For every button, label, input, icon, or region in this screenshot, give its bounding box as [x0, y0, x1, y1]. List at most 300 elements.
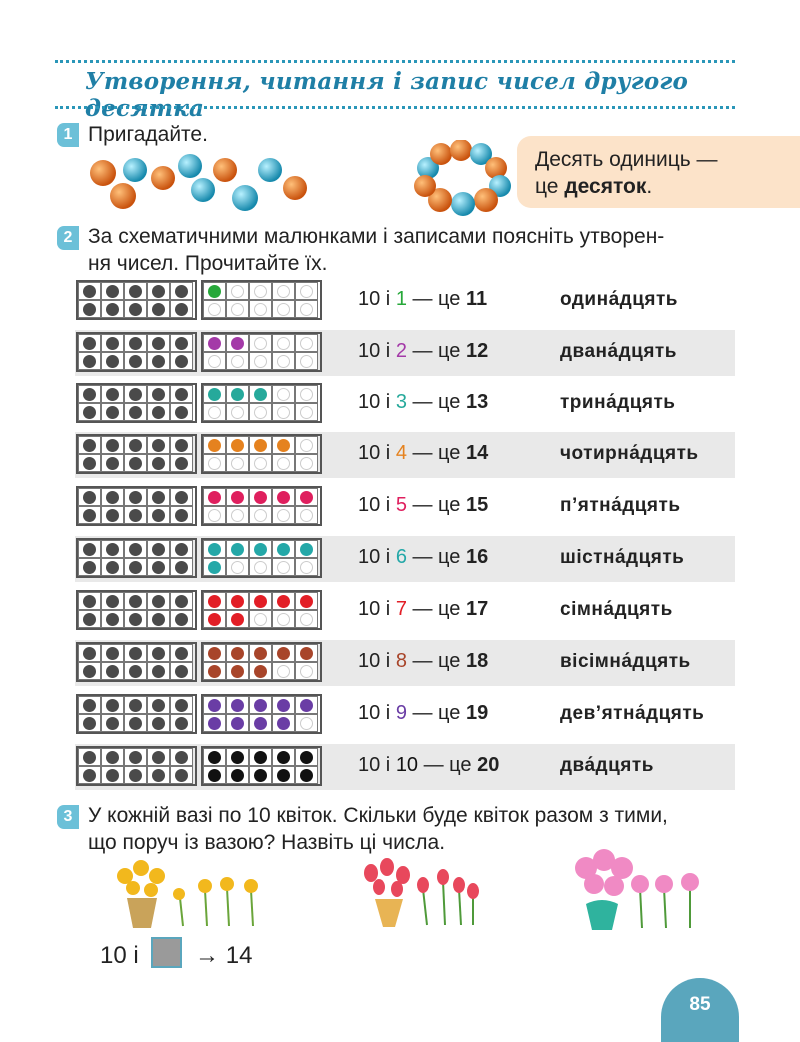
- empty-slot: [231, 285, 244, 298]
- empty-slot: [300, 457, 313, 470]
- counter-dot: [152, 769, 165, 782]
- frame-cell: [101, 403, 124, 421]
- eq-mid: — це: [406, 494, 466, 516]
- counter-dot: [175, 665, 188, 678]
- counter-dot: [208, 285, 221, 298]
- frame-cell: [124, 748, 147, 766]
- frame-cell: [203, 385, 226, 403]
- frame-cell: [272, 610, 295, 628]
- empty-slot: [231, 457, 244, 470]
- frame-cell: [203, 454, 226, 472]
- frame-cell: [272, 403, 295, 421]
- frame-cell: [249, 558, 272, 576]
- counter-dot: [175, 595, 188, 608]
- counter-dot: [208, 717, 221, 730]
- counter-dot: [208, 561, 221, 574]
- frame-cell: [124, 714, 147, 732]
- number-word: чотирна́дцять: [560, 443, 699, 464]
- number-word: шістна́дцять: [560, 547, 685, 568]
- frame-cell: [249, 748, 272, 766]
- frame-cell: [203, 334, 226, 352]
- frame-cell: [147, 592, 170, 610]
- ones-value: 1: [395, 288, 407, 310]
- tens-frame: [76, 590, 197, 630]
- frame-cell: [249, 282, 272, 300]
- ones-frame: [201, 486, 322, 526]
- frame-cell: [295, 696, 318, 714]
- ones-frame: [201, 694, 322, 734]
- eq-mid: — це: [406, 650, 466, 672]
- counter-dot: [208, 543, 221, 556]
- frame-cell: [203, 610, 226, 628]
- frame-cell: [147, 610, 170, 628]
- frame-cell: [203, 748, 226, 766]
- frame-cell: [170, 334, 193, 352]
- frame-cell: [101, 454, 124, 472]
- ones-value: 10: [395, 754, 419, 776]
- frame-cell: [101, 644, 124, 662]
- counter-dot: [129, 457, 142, 470]
- counter-dot: [208, 751, 221, 764]
- counter-dot: [208, 647, 221, 660]
- frame-cell: [249, 334, 272, 352]
- counter-dot: [208, 337, 221, 350]
- note-line-1: Десять одиниць —: [535, 148, 718, 171]
- frame-cell: [124, 300, 147, 318]
- frame-cell: [226, 662, 249, 680]
- eq-mid: — це: [418, 754, 478, 776]
- frame-cell: [226, 436, 249, 454]
- frame-cell: [147, 644, 170, 662]
- frame-cell: [170, 644, 193, 662]
- note-line-2-prefix: це: [535, 175, 565, 198]
- counter-dot: [83, 406, 96, 419]
- ones-value: 4: [395, 442, 407, 464]
- frame-cell: [203, 352, 226, 370]
- row-equation: [358, 546, 488, 569]
- counter-dot: [300, 699, 313, 712]
- frame-cell: [124, 403, 147, 421]
- frame-cell: [101, 488, 124, 506]
- frame-cell: [226, 282, 249, 300]
- frame-cell: [226, 300, 249, 318]
- counter-dot: [83, 561, 96, 574]
- eq-prefix: 10 і: [358, 702, 396, 724]
- counter-dot: [277, 491, 290, 504]
- counter-dot: [231, 388, 244, 401]
- frame-cell: [203, 558, 226, 576]
- counter-dot: [175, 769, 188, 782]
- counter-dot: [106, 595, 119, 608]
- frame-cell: [272, 436, 295, 454]
- frame-cell: [147, 352, 170, 370]
- frame-cell: [203, 403, 226, 421]
- counter-dot: [175, 509, 188, 522]
- task-3-line-1: У кожній вазі по 10 квіток. Скільки буде квіток разом з тими,: [88, 804, 668, 827]
- frame-cell: [203, 436, 226, 454]
- frame-cell: [249, 352, 272, 370]
- counter-dot: [152, 457, 165, 470]
- frame-cell: [170, 714, 193, 732]
- ones-frame: [201, 280, 322, 320]
- frame-cell: [78, 748, 101, 766]
- note-line-2-suffix: .: [646, 175, 653, 198]
- empty-slot: [277, 665, 290, 678]
- frame-cell: [295, 385, 318, 403]
- frame-cell: [124, 385, 147, 403]
- frame-cell: [101, 662, 124, 680]
- total-value: 18: [465, 650, 489, 672]
- frame-cell: [101, 436, 124, 454]
- number-row: [75, 692, 735, 738]
- frame-cell: [124, 436, 147, 454]
- frame-cell: [295, 352, 318, 370]
- frame-cell: [295, 506, 318, 524]
- empty-slot: [231, 303, 244, 316]
- total-value: 17: [465, 598, 489, 620]
- frame-cell: [170, 506, 193, 524]
- frame-cell: [249, 506, 272, 524]
- empty-slot: [208, 457, 221, 470]
- frame-cell: [101, 592, 124, 610]
- frame-cell: [249, 540, 272, 558]
- frame-cell: [203, 714, 226, 732]
- counter-dot: [106, 457, 119, 470]
- eq-mid: — це: [406, 442, 466, 464]
- counter-dot: [83, 303, 96, 316]
- frame-cell: [101, 748, 124, 766]
- answer-box: [151, 937, 182, 968]
- eq-mid: — це: [406, 702, 466, 724]
- eq-prefix: 10 і: [358, 494, 396, 516]
- frame-cell: [295, 610, 318, 628]
- empty-slot: [277, 457, 290, 470]
- frame-cell: [249, 300, 272, 318]
- ones-frame: [201, 383, 322, 423]
- counter-dot: [175, 561, 188, 574]
- counter-dot: [175, 699, 188, 712]
- counter-dot: [231, 647, 244, 660]
- frame-cell: [295, 662, 318, 680]
- counter-dot: [277, 769, 290, 782]
- frame-cell: [272, 766, 295, 784]
- frame-cell: [101, 352, 124, 370]
- counter-dot: [83, 699, 96, 712]
- counter-dot: [175, 751, 188, 764]
- counter-dot: [129, 613, 142, 626]
- empty-slot: [254, 285, 267, 298]
- frame-cell: [249, 436, 272, 454]
- counter-dot: [300, 491, 313, 504]
- row-equation: [358, 702, 488, 725]
- counter-dot: [175, 388, 188, 401]
- number-word: два́дцять: [560, 755, 654, 776]
- counter-dot: [175, 406, 188, 419]
- counter-dot: [152, 388, 165, 401]
- row-equation: [358, 754, 499, 777]
- frame-cell: [78, 385, 101, 403]
- ones-frame: [201, 538, 322, 578]
- empty-slot: [300, 388, 313, 401]
- eq-prefix: 10 і: [358, 391, 396, 413]
- formula-prefix: 10 і: [100, 942, 139, 969]
- tens-frame: [76, 486, 197, 526]
- frame-cell: [124, 540, 147, 558]
- empty-slot: [231, 509, 244, 522]
- ones-value: 8: [395, 650, 407, 672]
- frame-cell: [147, 436, 170, 454]
- counter-dot: [208, 439, 221, 452]
- frame-cell: [147, 334, 170, 352]
- frame-cell: [147, 748, 170, 766]
- frame-cell: [170, 352, 193, 370]
- ones-value: 5: [395, 494, 407, 516]
- frame-cell: [147, 454, 170, 472]
- counter-dot: [208, 491, 221, 504]
- frame-cell: [295, 454, 318, 472]
- counter-dot: [83, 647, 96, 660]
- frame-cell: [203, 488, 226, 506]
- frame-cell: [147, 766, 170, 784]
- frame-cell: [170, 748, 193, 766]
- counter-dot: [152, 337, 165, 350]
- note-line-2: [535, 173, 795, 201]
- total-value: 19: [465, 702, 489, 724]
- counter-dot: [152, 699, 165, 712]
- counter-dot: [83, 595, 96, 608]
- bottom-dotted-divider: [55, 106, 735, 109]
- counter-dot: [231, 491, 244, 504]
- frame-cell: [249, 644, 272, 662]
- counter-dot: [175, 647, 188, 660]
- counter-dot: [106, 337, 119, 350]
- frame-cell: [272, 714, 295, 732]
- page-number: 85: [661, 978, 739, 1042]
- frame-cell: [101, 540, 124, 558]
- frame-cell: [170, 592, 193, 610]
- frame-cell: [124, 282, 147, 300]
- empty-slot: [208, 355, 221, 368]
- frame-cell: [272, 558, 295, 576]
- number-row: [75, 330, 735, 376]
- frame-cell: [249, 662, 272, 680]
- frame-cell: [226, 352, 249, 370]
- counter-dot: [277, 717, 290, 730]
- frame-cell: [101, 385, 124, 403]
- frame-cell: [170, 436, 193, 454]
- empty-slot: [254, 509, 267, 522]
- counter-dot: [106, 769, 119, 782]
- counter-dot: [231, 439, 244, 452]
- counter-dot: [106, 303, 119, 316]
- daffodils-vase-illustration: [105, 858, 265, 930]
- frame-cell: [272, 644, 295, 662]
- counter-dot: [129, 388, 142, 401]
- empty-slot: [300, 355, 313, 368]
- counter-dot: [106, 699, 119, 712]
- frame-cell: [203, 696, 226, 714]
- ones-value: 7: [395, 598, 407, 620]
- frame-cell: [170, 282, 193, 300]
- eq-prefix: 10 і: [358, 754, 396, 776]
- empty-slot: [231, 355, 244, 368]
- empty-slot: [300, 717, 313, 730]
- empty-slot: [300, 439, 313, 452]
- counter-dot: [129, 303, 142, 316]
- frame-cell: [272, 748, 295, 766]
- counter-dot: [152, 439, 165, 452]
- counter-dot: [152, 595, 165, 608]
- frame-cell: [147, 300, 170, 318]
- frame-cell: [226, 385, 249, 403]
- total-value: 20: [477, 754, 500, 776]
- frame-cell: [226, 558, 249, 576]
- number-row: [75, 744, 735, 790]
- frame-cell: [295, 714, 318, 732]
- frame-cell: [203, 592, 226, 610]
- number-word: сімна́дцять: [560, 599, 673, 620]
- counter-dot: [300, 543, 313, 556]
- frame-cell: [170, 385, 193, 403]
- frame-cell: [295, 436, 318, 454]
- eq-prefix: 10 і: [358, 288, 396, 310]
- eq-mid: — це: [406, 288, 466, 310]
- counter-dot: [208, 613, 221, 626]
- counter-dot: [152, 355, 165, 368]
- counter-dot: [152, 303, 165, 316]
- tens-frame: [76, 538, 197, 578]
- peonies-vase-illustration: [572, 848, 712, 933]
- counter-dot: [106, 355, 119, 368]
- counter-dot: [254, 665, 267, 678]
- empty-slot: [300, 561, 313, 574]
- frame-cell: [226, 592, 249, 610]
- total-value: 12: [465, 340, 489, 362]
- counter-dot: [83, 439, 96, 452]
- counter-dot: [106, 717, 119, 730]
- frame-cell: [226, 610, 249, 628]
- counter-dot: [175, 543, 188, 556]
- frame-cell: [272, 385, 295, 403]
- counter-dot: [152, 613, 165, 626]
- row-equation: [358, 340, 488, 363]
- formula-arrow: →: [195, 942, 220, 969]
- empty-slot: [208, 303, 221, 316]
- frame-cell: [295, 488, 318, 506]
- ones-frame: [201, 434, 322, 474]
- counter-dot: [231, 543, 244, 556]
- frame-cell: [101, 334, 124, 352]
- formula-result: 14: [225, 942, 253, 969]
- frame-cell: [101, 766, 124, 784]
- frame-cell: [124, 644, 147, 662]
- frame-cell: [124, 592, 147, 610]
- counter-dot: [106, 543, 119, 556]
- counter-dot: [106, 491, 119, 504]
- frame-cell: [78, 610, 101, 628]
- frame-cell: [78, 540, 101, 558]
- counter-dot: [254, 769, 267, 782]
- frame-cell: [203, 300, 226, 318]
- counter-dot: [129, 509, 142, 522]
- task-2-line-2: ня чисел. Прочитайте їх.: [88, 252, 328, 275]
- eq-prefix: 10 і: [358, 650, 396, 672]
- counter-dot: [175, 491, 188, 504]
- frame-cell: [272, 540, 295, 558]
- frame-cell: [226, 488, 249, 506]
- number-word: трина́дцять: [560, 392, 676, 413]
- frame-cell: [226, 506, 249, 524]
- frame-cell: [272, 352, 295, 370]
- counter-dot: [83, 285, 96, 298]
- frame-cell: [170, 766, 193, 784]
- frame-cell: [272, 282, 295, 300]
- eq-prefix: 10 і: [358, 546, 396, 568]
- number-row: [75, 588, 735, 634]
- number-word: вісімна́дцять: [560, 651, 691, 672]
- row-equation: [358, 442, 488, 465]
- empty-slot: [300, 613, 313, 626]
- frame-cell: [147, 385, 170, 403]
- counter-dot: [152, 647, 165, 660]
- frame-cell: [295, 403, 318, 421]
- counter-dot: [83, 388, 96, 401]
- frame-cell: [170, 488, 193, 506]
- eq-mid: — це: [406, 391, 466, 413]
- frame-cell: [78, 696, 101, 714]
- counter-dot: [106, 406, 119, 419]
- frame-cell: [170, 558, 193, 576]
- frame-cell: [147, 696, 170, 714]
- counter-dot: [129, 337, 142, 350]
- frame-cell: [272, 488, 295, 506]
- counter-dot: [254, 388, 267, 401]
- counter-dot: [277, 699, 290, 712]
- example-formula: [100, 937, 252, 970]
- row-equation: [358, 650, 488, 673]
- empty-slot: [277, 285, 290, 298]
- empty-slot: [300, 337, 313, 350]
- counter-dot: [83, 665, 96, 678]
- frame-cell: [78, 766, 101, 784]
- definition-note: [517, 136, 800, 208]
- task-3-line-2: що поруч із вазою? Назвіть ці числа.: [88, 831, 446, 854]
- frame-cell: [124, 488, 147, 506]
- frame-cell: [78, 403, 101, 421]
- frame-cell: [226, 748, 249, 766]
- frame-cell: [78, 558, 101, 576]
- frame-cell: [272, 662, 295, 680]
- counter-dot: [83, 769, 96, 782]
- number-word: одина́дцять: [560, 289, 678, 310]
- frame-cell: [101, 558, 124, 576]
- frame-cell: [203, 644, 226, 662]
- empty-slot: [277, 613, 290, 626]
- counter-dot: [129, 647, 142, 660]
- counter-dot: [129, 665, 142, 678]
- frame-cell: [78, 506, 101, 524]
- tens-frame: [76, 746, 197, 786]
- counter-dot: [152, 665, 165, 678]
- task-1-text: Пригадайте.: [88, 123, 208, 146]
- top-dotted-divider: [55, 60, 735, 63]
- frame-cell: [147, 540, 170, 558]
- counter-dot: [277, 543, 290, 556]
- frame-cell: [226, 334, 249, 352]
- frame-cell: [249, 385, 272, 403]
- counter-dot: [106, 439, 119, 452]
- eq-prefix: 10 і: [358, 442, 396, 464]
